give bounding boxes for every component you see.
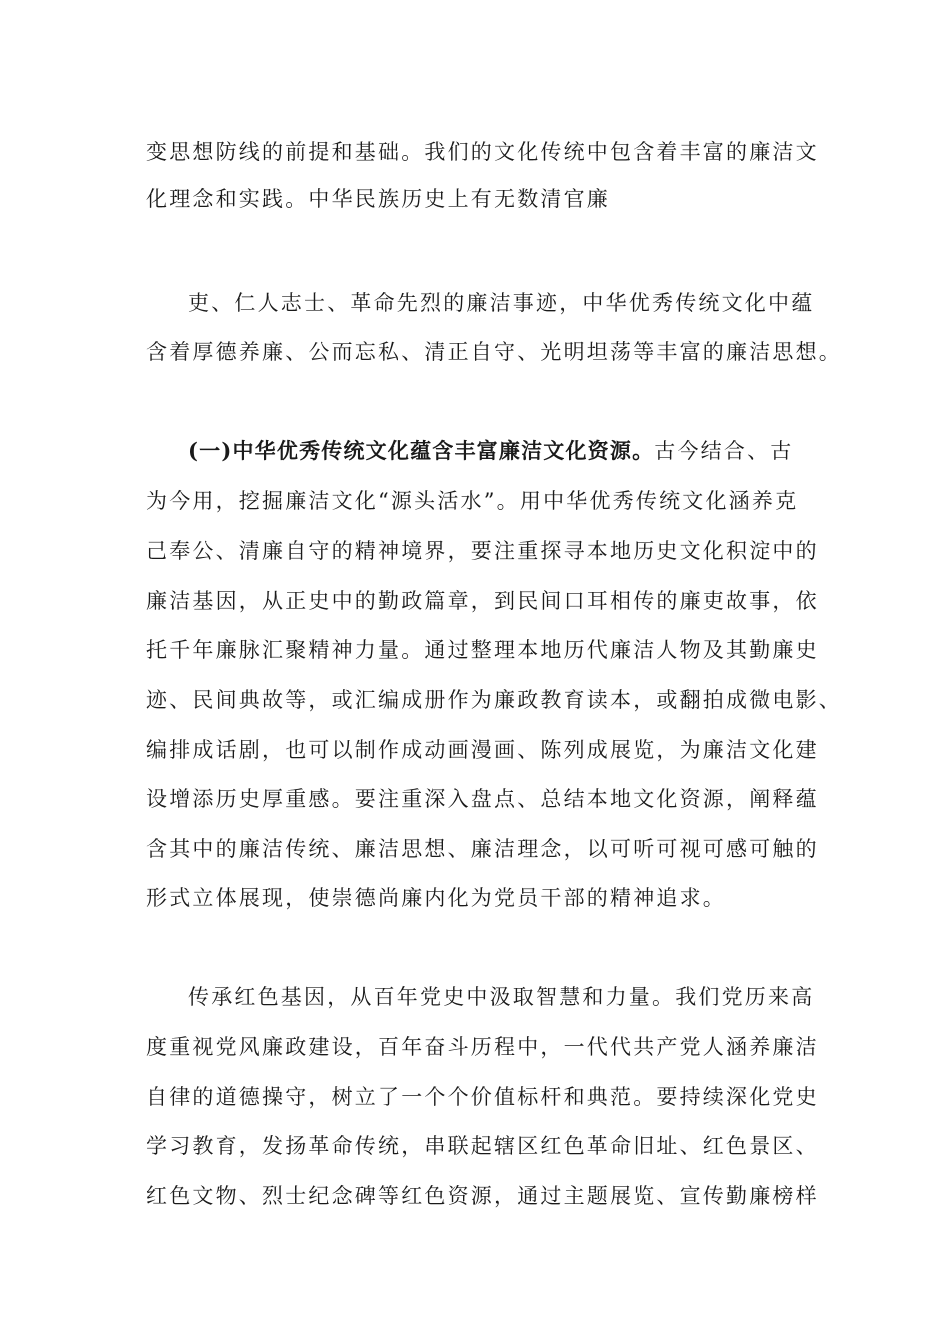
paragraph-3-line-3: 己奉公、清廉自守的精神境界，要注重探寻本地历史文化积淀中的 (146, 539, 819, 563)
paragraph-2-line-2: 含着厚德养廉、公而忘私、清正自守、光明坦荡等丰富的廉洁思想。 (146, 340, 842, 364)
paragraph-3-line-1 (188, 438, 793, 464)
paragraph-4-line-2: 度重视党风廉政建设，百年奋斗历程中，一代代共产党人涵养廉洁 (146, 1035, 819, 1059)
paragraph-3-line-5: 托千年廉脉汇聚精神力量。通过整理本地历代廉洁人物及其勤廉史 (146, 638, 819, 662)
section-heading: (一)中华优秀传统文化蕴含丰富廉洁文化资源。 (188, 438, 655, 463)
paragraph-4-line-3: 自律的道德操守，树立了一个个价值标杆和典范。要持续深化党史 (146, 1085, 819, 1109)
paragraph-3-line-8: 设增添历史厚重感。要注重深入盘点、总结本地文化资源，阐释蕴 (146, 787, 819, 811)
paragraph-1-line-1: 变思想防线的前提和基础。我们的文化传统中包含着丰富的廉洁文 (146, 140, 819, 164)
paragraph-3-line-7: 编排成话剧，也可以制作成动画漫画、陈列成展览，为廉洁文化建 (146, 738, 819, 762)
paragraph-4-line-5: 红色文物、烈士纪念碑等红色资源，通过主题展览、宣传勤廉榜样 (146, 1184, 819, 1208)
paragraph-3-line-9: 含其中的廉洁传统、廉洁思想、廉洁理念，以可听可视可感可触的 (146, 837, 819, 861)
paragraph-3-line-2: 为今用，挖掘廉洁文化“源头活水”。用中华优秀传统文化涵养克 (146, 489, 799, 513)
paragraph-4-line-4: 学习教育，发扬革命传统，串联起辖区红色革命旧址、红色景区、 (146, 1134, 819, 1158)
section-heading-continuation: 古今结合、古 (654, 439, 794, 463)
paragraph-3-line-10: 形式立体展现，使崇德尚廉内化为党员干部的精神追求。 (146, 886, 726, 910)
paragraph-1-line-2: 化理念和实践。中华民族历史上有无数清官廉 (146, 187, 610, 211)
paragraph-3-line-6: 迹、民间典故等，或汇编成册作为廉政教育读本，或翻拍成微电影、 (146, 688, 842, 712)
paragraph-4-line-1: 传承红色基因，从百年党史中汲取智慧和力量。我们党历来高 (188, 985, 815, 1009)
paragraph-3-line-4: 廉洁基因，从正史中的勤政篇章，到民间口耳相传的廉吏故事，依 (146, 589, 819, 613)
paragraph-2-line-1: 吏、仁人志士、革命先烈的廉洁事迹，中华优秀传统文化中蕴 (188, 291, 815, 315)
